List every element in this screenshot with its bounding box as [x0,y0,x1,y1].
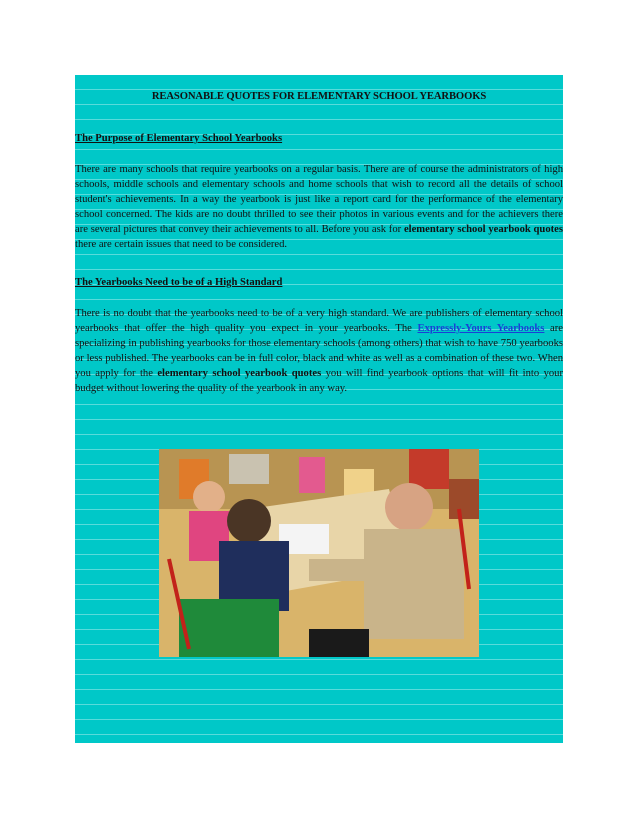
document-title: REASONABLE QUOTES FOR ELEMENTARY SCHOOL YEARBOOKS [151,91,487,102]
classroom-photo [159,449,479,657]
section-heading-standard: The Yearbooks Need to be of a High Standard [75,277,283,288]
paragraph-text: there are certain issues that need to be considered. [75,239,288,250]
document-page [75,75,563,743]
paragraph-text: are specializing in publishing yearbooks for those elementary schools (among others) that wish to have 750 yearbooks or less published. The yearbooks can be in full color, black and white as well as a combination of these two. When you apply for the [75,323,563,379]
keyword-bold: elementary school yearbook quotes [403,224,563,235]
section-paragraph-standard [75,306,563,396]
keyword-bold: elementary school yearbook quotes [157,368,322,379]
expressly-yours-link[interactable]: Expressly-Yours Yearbooks [417,323,545,334]
paragraph-text: you will find yearbook options that will fit into your budget without lowering the quality of the yearbook in any way. [75,368,563,394]
paragraph-text: There are many schools that require yearbooks on a regular basis. There are of course the administrators of high schools, middle schools and elementary schools and home schools that wish to record all the details of school student's achievements. In a way the yearbook is just like a report card for the performance of the elementary school concerned. The kids are no doubt thrilled to see their photos in various events and for the achievers there are several pictures that convey their achievements to all. Before you ask for [75,164,563,235]
section-heading-purpose: The Purpose of Elementary School Yearbooks [75,133,283,144]
section-paragraph-purpose [75,162,563,252]
classroom-photo-icon [159,449,479,657]
paragraph-text: There is no doubt that the yearbooks need to be of a very high standard. We are publishers of elementary school yearbooks that offer the high quality you expect in your yearbooks. The [75,308,563,334]
